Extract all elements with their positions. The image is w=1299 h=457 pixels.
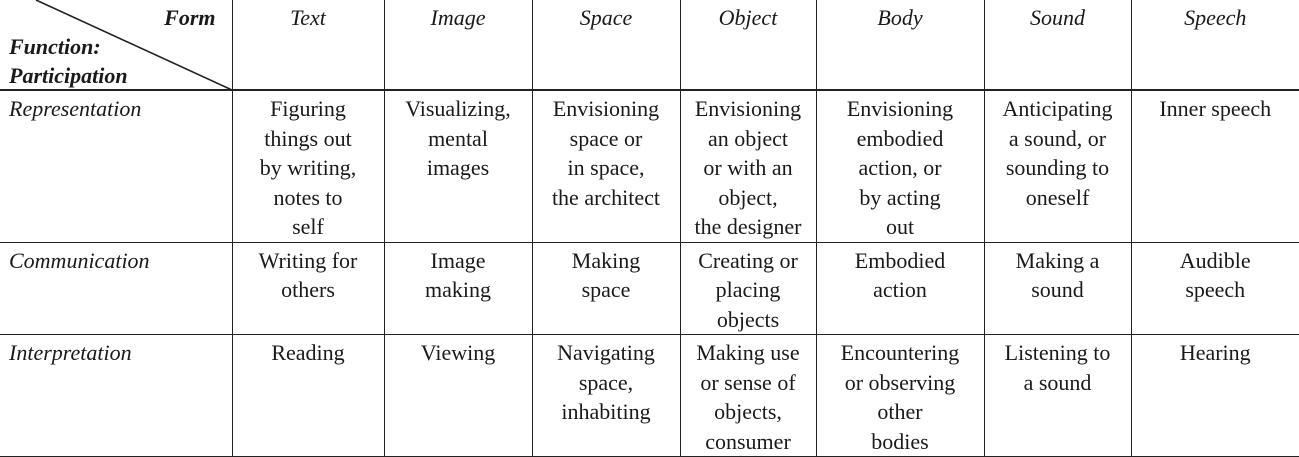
- function-axis-label: [9, 32, 128, 90]
- cell-text-line: the designer: [681, 212, 816, 242]
- cell-text-line: placing: [681, 275, 816, 305]
- cell-text-line: oneself: [985, 183, 1131, 213]
- cell-text-line: Embodied: [817, 246, 984, 276]
- cell-text-line: Anticipating: [985, 94, 1131, 124]
- cell-text-line: Reading: [233, 338, 384, 368]
- column-header-object: Object: [680, 0, 816, 90]
- cell-text-line: Audible: [1132, 246, 1299, 276]
- cell-communication-body: [816, 242, 984, 335]
- header-corner-cell: [0, 0, 232, 90]
- cell-interpretation-sound: [984, 335, 1131, 457]
- cell-representation-space: [532, 90, 680, 242]
- row-label-communication: Communication: [0, 242, 232, 335]
- cell-text-line: consumer: [681, 427, 816, 457]
- cell-text-line: or sense of: [681, 368, 816, 398]
- cell-text-line: Image: [385, 246, 532, 276]
- cell-representation-speech: [1131, 90, 1299, 242]
- function-label: Function:: [9, 32, 128, 61]
- cell-text-line: Figuring: [233, 94, 384, 124]
- cell-text-line: a sound: [985, 368, 1131, 398]
- cell-text-line: embodied: [817, 124, 984, 154]
- column-header-text: Text: [232, 0, 384, 90]
- cell-text-line: out: [817, 212, 984, 242]
- cell-communication-image: [384, 242, 532, 335]
- table-row-representation: [0, 90, 1299, 242]
- cell-text-line: speech: [1132, 275, 1299, 305]
- row-label-interpretation: Interpretation: [0, 335, 232, 457]
- cell-text-line: Making a: [985, 246, 1131, 276]
- cell-text-line: Inner speech: [1132, 94, 1299, 124]
- cell-text-line: object,: [681, 183, 816, 213]
- cell-text-line: objects: [681, 305, 816, 335]
- table-row-communication: [0, 242, 1299, 335]
- column-header-speech: Speech: [1131, 0, 1299, 90]
- form-axis-label: Form: [164, 3, 215, 33]
- column-header-image: Image: [384, 0, 532, 90]
- cell-text-line: sound: [985, 275, 1131, 305]
- cell-communication-sound: [984, 242, 1131, 335]
- cell-text-line: Making use: [681, 338, 816, 368]
- cell-representation-object: [680, 90, 816, 242]
- cell-text-line: Encountering: [817, 338, 984, 368]
- cell-communication-text: [232, 242, 384, 335]
- cell-text-line: mental: [385, 124, 532, 154]
- cell-representation-text: [232, 90, 384, 242]
- cell-text-line: others: [233, 275, 384, 305]
- cell-interpretation-image: [384, 335, 532, 457]
- cell-text-line: in space,: [533, 153, 680, 183]
- cell-communication-object: [680, 242, 816, 335]
- cell-interpretation-text: [232, 335, 384, 457]
- cell-text-line: Envisioning: [681, 94, 816, 124]
- cell-text-line: a sound, or: [985, 124, 1131, 154]
- cell-text-line: action: [817, 275, 984, 305]
- cell-text-line: Viewing: [385, 338, 532, 368]
- cell-text-line: space,: [533, 368, 680, 398]
- cell-text-line: self: [233, 212, 384, 242]
- cell-text-line: or observing: [817, 368, 984, 398]
- participation-label: Participation: [9, 61, 128, 90]
- column-header-body: Body: [816, 0, 984, 90]
- cell-representation-body: [816, 90, 984, 242]
- cell-interpretation-space: [532, 335, 680, 457]
- cell-text-line: by writing,: [233, 153, 384, 183]
- cell-text-line: Envisioning: [533, 94, 680, 124]
- cell-text-line: by acting: [817, 183, 984, 213]
- cell-text-line: Writing for: [233, 246, 384, 276]
- cell-text-line: other: [817, 397, 984, 427]
- cell-text-line: Listening to: [985, 338, 1131, 368]
- cell-text-line: or with an: [681, 153, 816, 183]
- cell-text-line: Hearing: [1132, 338, 1299, 368]
- cell-representation-image: [384, 90, 532, 242]
- cell-text-line: action, or: [817, 153, 984, 183]
- cell-text-line: an object: [681, 124, 816, 154]
- cell-text-line: Making: [533, 246, 680, 276]
- cell-text-line: making: [385, 275, 532, 305]
- cell-text-line: inhabiting: [533, 397, 680, 427]
- cell-representation-sound: [984, 90, 1131, 242]
- cell-text-line: Creating or: [681, 246, 816, 276]
- cell-text-line: objects,: [681, 397, 816, 427]
- cell-text-line: notes to: [233, 183, 384, 213]
- row-label-representation: Representation: [0, 90, 232, 242]
- cell-text-line: Visualizing,: [385, 94, 532, 124]
- table-row-interpretation: [0, 335, 1299, 457]
- cell-interpretation-speech: [1131, 335, 1299, 457]
- cell-text-line: Envisioning: [817, 94, 984, 124]
- cell-interpretation-body: [816, 335, 984, 457]
- cell-text-line: Navigating: [533, 338, 680, 368]
- cell-communication-space: [532, 242, 680, 335]
- cell-text-line: bodies: [817, 427, 984, 457]
- cell-communication-speech: [1131, 242, 1299, 335]
- column-header-space: Space: [532, 0, 680, 90]
- cell-interpretation-object: [680, 335, 816, 457]
- cell-text-line: space or: [533, 124, 680, 154]
- cell-text-line: the architect: [533, 183, 680, 213]
- cell-text-line: sounding to: [985, 153, 1131, 183]
- cell-text-line: images: [385, 153, 532, 183]
- cell-text-line: things out: [233, 124, 384, 154]
- cell-text-line: space: [533, 275, 680, 305]
- column-header-sound: Sound: [984, 0, 1131, 90]
